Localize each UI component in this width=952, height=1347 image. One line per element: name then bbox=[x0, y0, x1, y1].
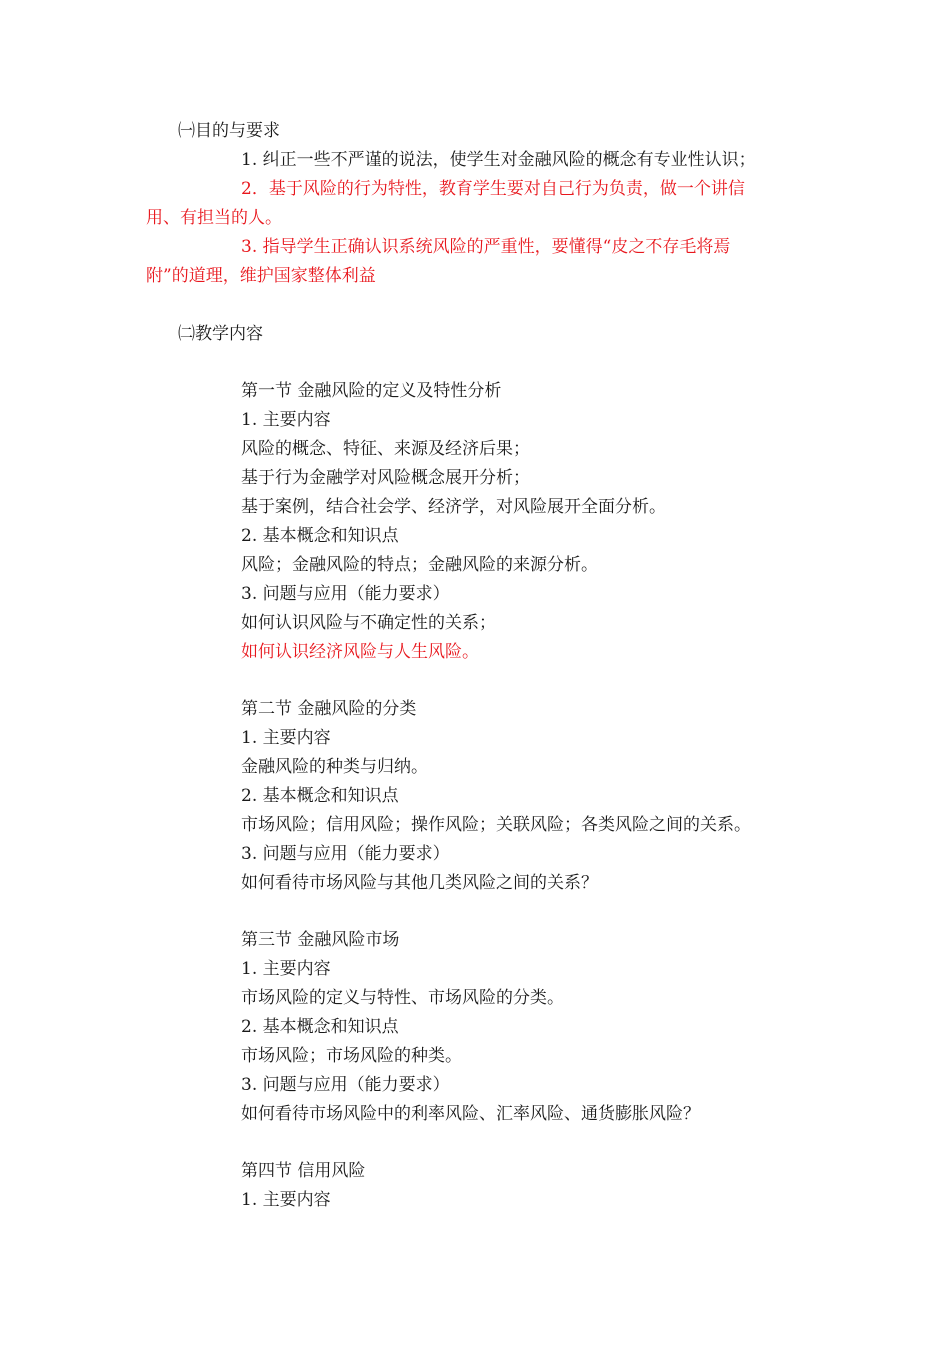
chapter-2-concept-label: 2. 基本概念和知识点 bbox=[241, 786, 399, 806]
goal-item-2-line1: 2．基于风险的行为特性，教育学生要对自己行为负责，做一个讲信 bbox=[241, 179, 745, 199]
chapter-4-title: 第四节 信用风险 bbox=[241, 1161, 366, 1181]
chapter-2-main-label: 1. 主要内容 bbox=[241, 728, 331, 748]
chapter-3-question-line-1: 如何看待市场风险中的利率风险、汇率风险、通货膨胀风险？ bbox=[241, 1104, 700, 1124]
chapter-1-main-label: 1. 主要内容 bbox=[241, 410, 331, 430]
chapter-1-question-label: 3. 问题与应用（能力要求） bbox=[241, 584, 450, 604]
chapter-1-main-line-1: 风险的概念、特征、来源及经济后果； bbox=[241, 439, 530, 459]
chapter-2-main-line-1: 金融风险的种类与归纳。 bbox=[241, 757, 428, 777]
goal-item-1: 1. 纠正一些不严谨的说法，使学生对金融风险的概念有专业性认识； bbox=[241, 150, 756, 170]
section-heading-goals: ㈠目的与要求 bbox=[178, 121, 280, 141]
chapter-1-concept-text: 风险；金融风险的特点；金融风险的来源分析。 bbox=[241, 555, 598, 575]
chapter-1-main-line-3: 基于案例，结合社会学、经济学，对风险展开全面分析。 bbox=[241, 497, 666, 517]
chapter-1-concept-label: 2. 基本概念和知识点 bbox=[241, 526, 399, 546]
chapter-1-question-line-2: 如何认识经济风险与人生风险。 bbox=[241, 642, 479, 662]
chapter-4-main-label: 1. 主要内容 bbox=[241, 1190, 331, 1210]
chapter-3-main-label: 1. 主要内容 bbox=[241, 959, 331, 979]
chapter-2-title: 第二节 金融风险的分类 bbox=[241, 699, 417, 719]
chapter-1-main-line-2: 基于行为金融学对风险概念展开分析； bbox=[241, 468, 530, 488]
chapter-1-question-line-1: 如何认识风险与不确定性的关系； bbox=[241, 613, 496, 633]
section-heading-content: ㈡教学内容 bbox=[178, 324, 263, 344]
chapter-3-concept-text: 市场风险；市场风险的种类。 bbox=[241, 1046, 462, 1066]
chapter-3-concept-label: 2. 基本概念和知识点 bbox=[241, 1017, 399, 1037]
chapter-2-concept-text: 市场风险；信用风险；操作风险；关联风险；各类风险之间的关系。 bbox=[241, 815, 751, 835]
goal-item-2-line2: 用、有担当的人。 bbox=[146, 208, 282, 228]
chapter-3-question-label: 3. 问题与应用（能力要求） bbox=[241, 1075, 450, 1095]
goal-item-3-line1: 3. 指导学生正确认识系统风险的严重性，要懂得“皮之不存毛将焉 bbox=[241, 237, 731, 257]
goal-item-3-line2: 附”的道理，维护国家整体利益 bbox=[146, 266, 376, 286]
chapter-2-question-line-1: 如何看待市场风险与其他几类风险之间的关系？ bbox=[241, 873, 598, 893]
chapter-3-main-line-1: 市场风险的定义与特性、市场风险的分类。 bbox=[241, 988, 564, 1008]
chapter-1-title: 第一节 金融风险的定义及特性分析 bbox=[241, 381, 502, 401]
chapter-3-title: 第三节 金融风险市场 bbox=[241, 930, 400, 950]
chapter-2-question-label: 3. 问题与应用（能力要求） bbox=[241, 844, 450, 864]
